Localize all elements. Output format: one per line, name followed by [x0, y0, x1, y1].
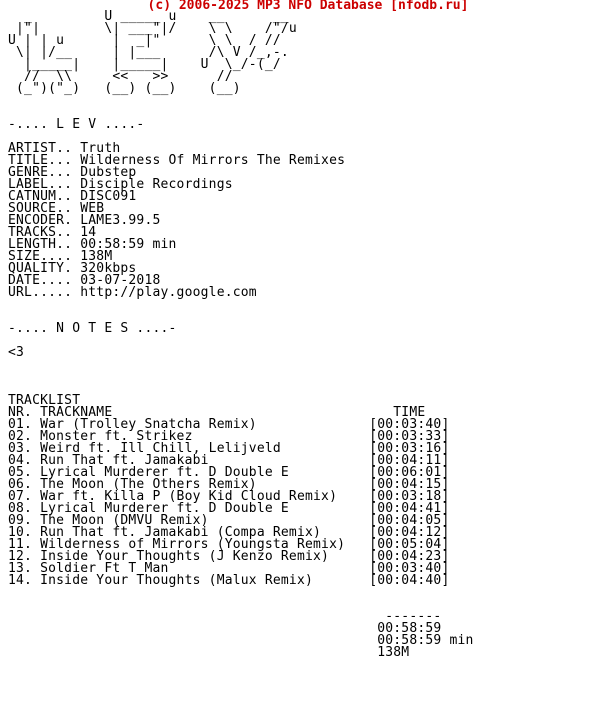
- nfo-line: 00:58:59 min: [8, 633, 474, 648]
- nfo-line: _ U _____ u __ __: [8, 9, 289, 24]
- nfo-line: SOURCE.. WEB: [8, 201, 105, 216]
- nfo-line: 12. Inside Your Thoughts (J Kenzo Remix) [00:04:23]: [8, 549, 450, 564]
- nfo-line: (_")("_) (__) (__) (__): [8, 81, 241, 96]
- site-header: (c) 2006-2025 MP3 NFO Database [nfodb.ru]: [147, 0, 469, 13]
- nfo-line: 09. The Moon (DMVU Remix) [00:04:05]: [8, 513, 450, 528]
- nfo-line: U | | u | _|" \ \ / //: [8, 33, 281, 48]
- nfo-line: CATNUM.. DISC091: [8, 189, 137, 204]
- nfo-line: [8, 587, 474, 599]
- nfo-line: -.... N O T E S ....-: [8, 321, 177, 336]
- nfo-line: QUALITY. 320kbps: [8, 261, 137, 276]
- nfo-line: [8, 299, 474, 311]
- nfo-line: [8, 335, 474, 347]
- nfo-text-block: [8, 11, 474, 659]
- nfo-line: -.... L E V ....-: [8, 117, 145, 132]
- nfo-line: 03. Weird ft. Ill Chill, Lelijveld [00:03:16]: [8, 441, 450, 456]
- nfo-line: 01. War (Trolley Snatcha Remix) [00:03:40]: [8, 417, 450, 432]
- nfo-line: 00:58:59: [8, 621, 442, 636]
- nfo-line: ENCODER. LAME3.99.5: [8, 213, 161, 228]
- nfo-line: LENGTH.. 00:58:59 min: [8, 237, 177, 252]
- nfo-line: LABEL... Disciple Recordings: [8, 177, 233, 192]
- nfo-line: URL..... http://play.google.com: [8, 285, 257, 300]
- nfo-line: -------: [8, 609, 442, 624]
- nfo-line: 13. Soldier Ft T Man [00:03:40]: [8, 561, 450, 576]
- nfo-line: |_____| |_____| U \_/-(_/: [8, 57, 281, 72]
- nfo-line: 06. The Moon (The Others Remix) [00:04:15]: [8, 477, 450, 492]
- nfo-line: [8, 371, 474, 383]
- nfo-line: TITLE... Wilderness Of Mirrors The Remixes: [8, 153, 346, 168]
- nfo-line: 10. Run That ft. Jamakabi (Compa Remix) [00:04:12]: [8, 525, 450, 540]
- nfo-line: 11. Wilderness of Mirrors (Youngsta Remix) [00:05:04]: [8, 537, 450, 552]
- nfo-line: |"| \| ___"|/ \ \ /"/u: [8, 21, 297, 36]
- nfo-line: TRACKLIST: [8, 393, 81, 408]
- nfo-line: 08. Lyrical Murderer ft. D Double E [00:04:41]: [8, 501, 450, 516]
- nfo-line: NR. TRACKNAME TIME: [8, 405, 426, 420]
- nfo-line: 138M: [8, 645, 410, 660]
- nfo-line: DATE.... 03-07-2018: [8, 273, 161, 288]
- nfo-line: 05. Lyrical Murderer ft. D Double E [00:06:01]: [8, 465, 450, 480]
- nfo-line: 07. War ft. Killa P (Boy Kid Cloud Remix) [00:03:18]: [8, 489, 450, 504]
- nfo-line: 04. Run That ft. Jamakabi [00:04:11]: [8, 453, 450, 468]
- nfo-line: GENRE... Dubstep: [8, 165, 137, 180]
- nfo-line: TRACKS.. 14: [8, 225, 97, 240]
- nfo-line: <3: [8, 345, 25, 360]
- nfo-line: // \\ << >> //: [8, 69, 233, 84]
- nfo-line: [8, 95, 474, 107]
- nfo-line: SIZE.... 138M: [8, 249, 113, 264]
- nfo-line: \| |/__ | |___ /\ V /_,-.: [8, 45, 289, 60]
- nfo-line: ARTIST.. Truth: [8, 141, 121, 156]
- nfo-line: 14. Inside Your Thoughts (Malux Remix) [00:04:40]: [8, 573, 450, 588]
- nfo-line: 02. Monster ft. Strikez [00:03:33]: [8, 429, 450, 444]
- nfo-line: [8, 359, 474, 371]
